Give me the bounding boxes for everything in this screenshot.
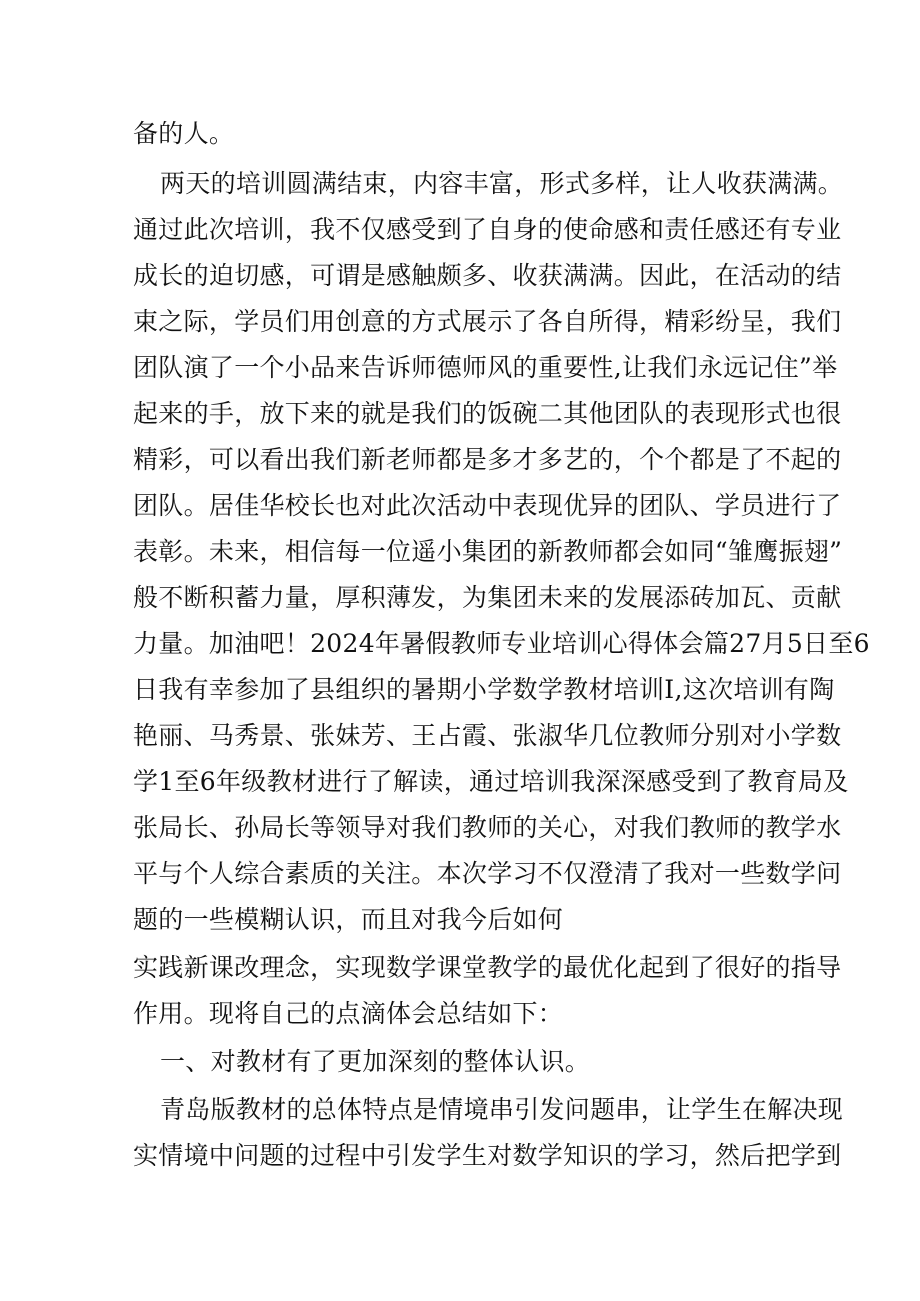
text-line: 团队演了一个小品来告诉师德师风的重要性,让我们永远记住”举 [133,353,838,382]
text-line: 平与个人综合素质的关注。本次学习不仅澄清了我对一些数学问 [133,859,842,888]
text-line: 张局长、孙局长等领导对我们教师的关心，对我们教师的教学水 [133,813,842,842]
paragraph-start-line: 青岛版教材的总体特点是情境串引发问题串，让学生在解决现 [160,1095,844,1124]
text-line: 起来的手，放下来的就是我们的饭碗二其他团队的表现形式也很 [133,399,842,428]
text-line: 作用。现将自己的点滴体会总结如下： [133,999,564,1028]
text-line: 艳丽、马秀景、张妹芳、王占霞、张淑华几位教师分别对小学数 [133,721,842,750]
text-line: 实践新课改理念，实现数学课堂教学的最优化起到了很好的指导 [133,953,842,982]
text-line: 精彩，可以看出我们新老师都是多才多艺的，个个都是了不起的 [133,445,842,474]
text-line: 力量。加油吧！2024年暑假教师专业培训心得体会篇27月5日至6 [133,629,870,658]
text-line: 日我有幸参加了县组织的暑期小学数学教材培训I,这次培训有陶 [133,675,835,704]
text-line: 束之际，学员们用创意的方式展示了各自所得，精彩纷呈，我们 [133,307,842,336]
text-line: 实情境中问题的过程中引发学生对数学知识的学习，然后把学到 [133,1141,842,1170]
text-line: 成长的迫切感，可谓是感触颇多、收获满满。因此，在活动的结 [133,261,842,290]
text-line: 表彰。未来，相信每一位遥小集团的新教师都会如同“雏鹰振翅” [133,537,843,566]
text-line: 团队。居佳华校长也对此次活动中表现优异的团队、学员进行了 [133,491,842,520]
text-line: 题的一些模糊认识，而且对我今后如何 [133,905,564,934]
section-heading: 一、对教材有了更加深刻的整体认识。 [160,1047,591,1076]
text-line: 般不断积蓄力量，厚积薄发，为集团未来的发展添砖加瓦、贡献 [133,583,842,612]
text-line: 通过此次培训，我不仅感受到了自身的使命感和责任感还有专业 [133,215,842,244]
text-line: 学1至6年级教材进行了解读，通过培训我深深感受到了教育局及 [133,767,849,796]
paragraph-start-line: 两天的培训圆满结束，内容丰富，形式多样，让人收获满满。 [160,169,844,198]
text-line: 备的人。 [133,119,235,148]
